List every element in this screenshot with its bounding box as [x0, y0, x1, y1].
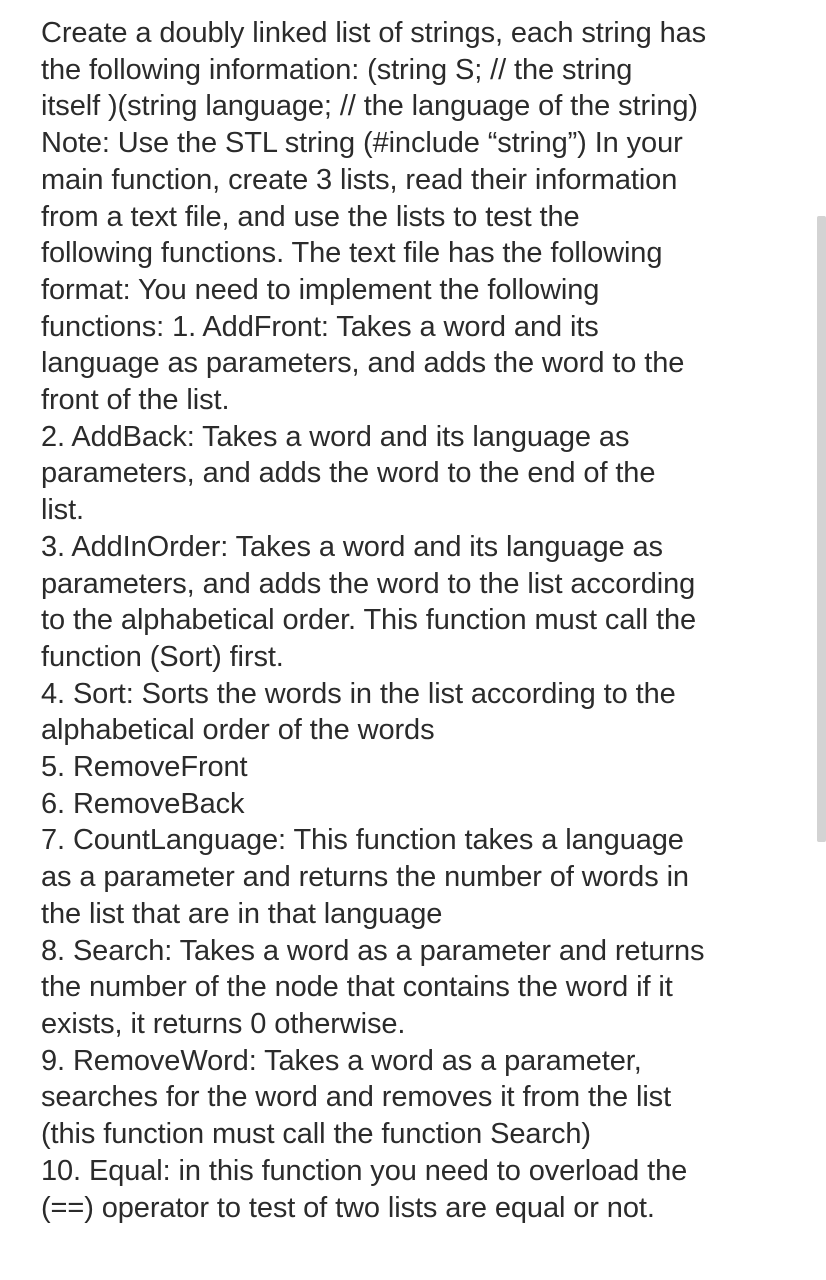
text-line: 10. Equal: in this function you need to overload the	[41, 1154, 688, 1187]
text-line: from a text file, and use the lists to test the	[41, 200, 580, 233]
text-line: 7. CountLanguage: This function takes a language	[41, 824, 684, 857]
text-line: 9. RemoveWord: Takes a word as a parameter,	[41, 1044, 642, 1077]
text-line: the following information: (string S; // the string	[41, 53, 633, 86]
text-line: 8. Search: Takes a word as a parameter and returns	[41, 934, 705, 967]
text-line: itself )(string language; // the language of the string)	[41, 90, 698, 123]
text-line: alphabetical order of the words	[41, 714, 435, 747]
text-line: following functions. The text file has the following	[41, 237, 663, 270]
vertical-scrollbar[interactable]	[817, 216, 826, 842]
text-line: as a parameter and returns the number of words in	[41, 861, 689, 894]
text-line: parameters, and adds the word to the list according	[41, 567, 696, 600]
text-line: exists, it returns 0 otherwise.	[41, 1007, 406, 1040]
text-line: the list that are in that language	[41, 897, 443, 930]
text-line: Note: Use the STL string (#include “string”) In your	[41, 127, 683, 160]
text-line: 3. AddInOrder: Takes a word and its language as	[41, 530, 663, 563]
text-line: parameters, and adds the word to the end of the	[41, 457, 656, 490]
text-line: (this function must call the function Search)	[41, 1118, 591, 1151]
text-line: front of the list.	[41, 384, 230, 417]
text-line: (==) operator to test of two lists are equal or not.	[41, 1191, 655, 1224]
text-line: 4. Sort: Sorts the words in the list according to the	[41, 677, 676, 710]
text-line: 5. RemoveFront	[41, 751, 248, 784]
text-line: 2. AddBack: Takes a word and its language as	[41, 420, 630, 453]
text-line: the number of the node that contains the word if it	[41, 971, 673, 1004]
text-line: 6. RemoveBack	[41, 787, 245, 820]
text-line: Create a doubly linked list of strings, each string has	[41, 17, 707, 49]
text-line: searches for the word and removes it from the list	[41, 1081, 672, 1114]
text-line: language as parameters, and adds the word to the	[41, 347, 685, 380]
text-line: to the alphabetical order. This function must call the	[41, 604, 697, 637]
text-line: functions: 1. AddFront: Takes a word and its	[41, 310, 599, 343]
text-line: list.	[41, 494, 85, 527]
text-line: format: You need to implement the following	[41, 273, 600, 306]
text-line: function (Sort) first.	[41, 640, 284, 673]
problem-statement	[41, 15, 801, 1226]
text-line: main function, create 3 lists, read their information	[41, 163, 678, 196]
